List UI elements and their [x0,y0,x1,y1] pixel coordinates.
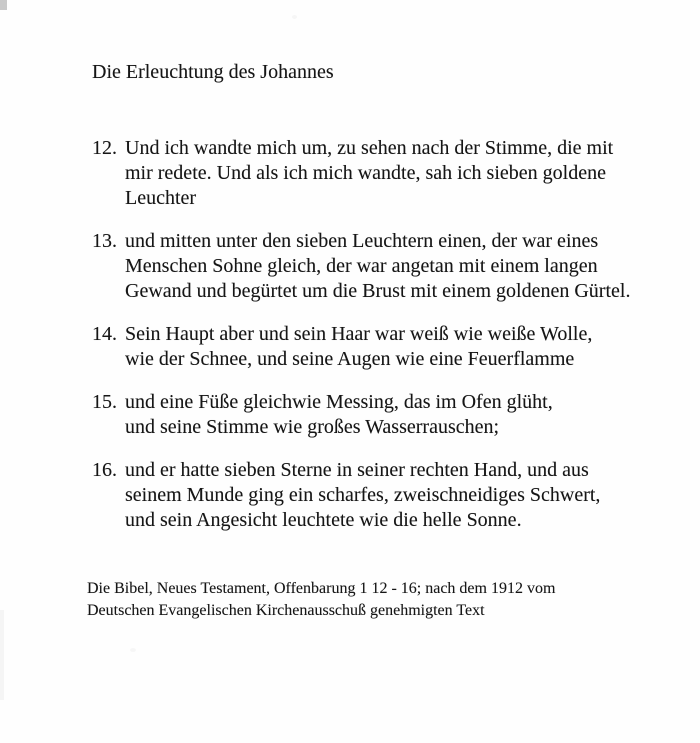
verse-text [125,136,660,211]
verse-text [125,458,660,533]
verse-line: und seine Stimme wie großes Wasserrauschen; [125,416,500,438]
verse-line: Menschen Sohne gleich, der war angetan mit einem langen [125,255,598,277]
verse-line: wie der Schnee, und seine Augen wie eine Feuerflamme [125,348,575,370]
verse-line: Sein Haupt aber und sein Haar war weiß wie weiße Wolle, [125,323,593,345]
verse-line: und mitten unter den sieben Leuchtern einen, der war eines [125,230,599,252]
verse-line: mir redete. Und als ich mich wandte, sah ich sieben goldene [125,162,606,184]
verse-text [125,322,660,372]
scan-artifact-corner [0,0,7,10]
verse-line: und er hatte sieben Sterne in seiner rechten Hand, und aus [125,459,589,481]
scan-noise-speck [292,15,297,19]
verse-line: und sein Angesicht leuchtete wie die helle Sonne. [125,509,522,531]
verse-16 [92,458,660,533]
verse-line: Und ich wandte mich um, zu sehen nach der Stimme, die mit [125,137,614,159]
verse-number: 15. [92,391,117,413]
verse-line: und eine Füße gleichwie Messing, das im Ofen glüht, [125,391,553,413]
verse-text [125,229,660,304]
verse-12 [92,136,660,211]
verse-15 [92,390,660,440]
verse-14 [92,322,660,372]
source-citation-line: Deutschen Evangelischen Kirchenausschuß genehmigten Text [87,602,485,619]
source-citation [87,578,660,622]
verse-line: Leuchter [125,187,197,209]
verse-number: 13. [92,230,117,252]
verse-text [125,390,660,440]
scan-noise-speck [130,648,136,652]
verse-13 [92,229,660,304]
scan-edge-shadow [0,610,4,700]
verse-number: 12. [92,137,117,159]
verse-line: seinem Munde ging ein scharfes, zweischneidiges Schwert, [125,484,601,506]
verse-number: 16. [92,459,117,481]
document-title: Die Erleuchtung des Johannes [92,61,334,83]
verse-line: Gewand und begürtet um die Brust mit einem goldenen Gürtel. [125,280,631,302]
verse-number: 14. [92,323,117,345]
document-content [87,60,660,622]
source-citation-line: Die Bibel, Neues Testament, Offenbarung 1 12 - 16; nach dem 1912 vom [87,580,556,597]
